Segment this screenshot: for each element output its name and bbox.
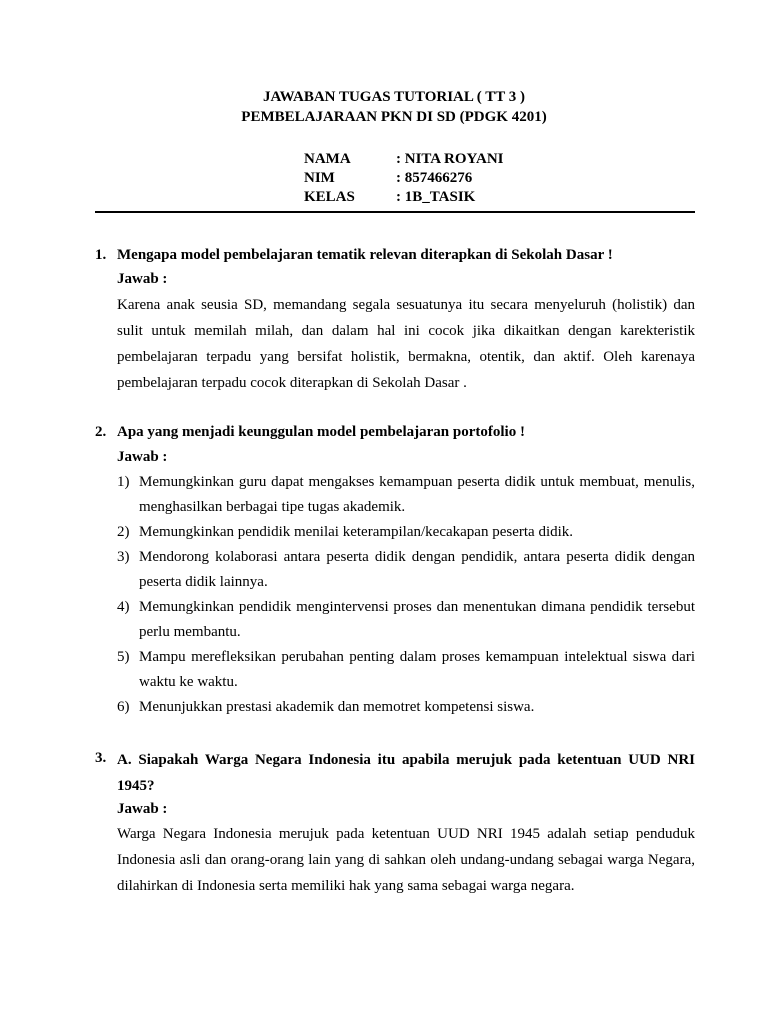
- identity-row-nama: [304, 150, 504, 169]
- question-text: A. Siapakah Warga Negara Indonesia itu apabila merujuk pada ketentuan UUD NRI 1945?: [117, 752, 695, 794]
- document-title: JAWABAN TUGAS TUTORIAL ( TT 3 ): [262, 89, 526, 105]
- list-item: [117, 645, 695, 695]
- question-text: Mengapa model pembelajaran tematik relevan diterapkan di Sekolah Dasar !: [117, 247, 613, 263]
- jawab-label: Jawab :: [117, 271, 168, 287]
- list-item-text: Memungkinkan pendidik mengintervensi proses dan menentukan dimana pendidik tersebut perlu membantu.: [139, 599, 695, 640]
- identity-label: NAMA: [304, 151, 351, 167]
- list-item-number: 6): [117, 699, 130, 715]
- question-number: 1.: [95, 247, 107, 263]
- question-text: Apa yang menjadi keunggulan model pembelajaran portofolio !: [117, 424, 525, 440]
- list-item: [117, 595, 695, 645]
- list-item: [117, 695, 695, 720]
- header-divider: [95, 211, 695, 213]
- identity-value: : NITA ROYANI: [396, 151, 504, 167]
- question-number: 3.: [95, 750, 107, 766]
- list-item: [117, 470, 695, 520]
- list-item-text: Mendorong kolaborasi antara peserta didik dengan pendidik, antara peserta didik dengan peserta didik lainnya.: [139, 549, 695, 590]
- identity-value: : 857466276: [396, 170, 473, 186]
- identity-row-nim: [304, 169, 472, 188]
- list-item: [117, 545, 695, 595]
- identity-label: KELAS: [304, 189, 355, 205]
- answer-paragraph: Karena anak seusia SD, memandang segala sesuatunya itu secara menyeluruh (holistik) dan sulit untuk memilah milah, dan dalam hal ini cocok jika dikaitkan dengan karekteristik pembelajaran terpadu yang bersifat holistik, bermakna, otentik, dan aktif. Oleh karenaya pembelajaran terpadu cocok diterapkan di Sekolah Dasar .: [117, 297, 695, 391]
- identity-label: NIM: [304, 170, 335, 186]
- list-item-number: 2): [117, 524, 130, 540]
- jawab-label: Jawab :: [117, 449, 168, 465]
- advantages-list: [117, 470, 695, 720]
- list-item-number: 1): [117, 474, 130, 490]
- identity-row-kelas: [304, 188, 475, 207]
- question-number: 2.: [95, 424, 107, 440]
- jawab-label: Jawab :: [117, 801, 168, 817]
- list-item-text: Memungkinkan guru dapat mengakses kemampuan peserta didik untuk membuat, menulis, menghasilkan berbagai tipe tugas akademik.: [139, 474, 695, 515]
- identity-value: : 1B_TASIK: [396, 189, 476, 205]
- list-item-text: Memungkinkan pendidik menilai keterampilan/kecakapan peserta didik.: [139, 524, 574, 540]
- list-item-number: 4): [117, 599, 130, 615]
- answer-paragraph: Warga Negara Indonesia merujuk pada ketentuan UUD NRI 1945 adalah setiap penduduk Indonesia asli dan orang-orang lain yang di sahkan oleh undang-undang sebagai warga Negara, dilahirkan di Indonesia serta memiliki hak yang sama sebagai warga negara.: [117, 826, 695, 894]
- list-item-text: Mampu merefleksikan perubahan penting dalam proses kemampuan intelektual siswa dari waktu ke waktu.: [139, 649, 695, 690]
- list-item: [117, 520, 695, 545]
- list-item-text: Menunjukkan prestasi akademik dan memotret kompetensi siswa.: [139, 699, 535, 715]
- list-item-number: 5): [117, 649, 130, 665]
- list-item-number: 3): [117, 549, 130, 565]
- document-subtitle: PEMBELAJARAAN PKN DI SD (PDGK 4201): [241, 109, 547, 125]
